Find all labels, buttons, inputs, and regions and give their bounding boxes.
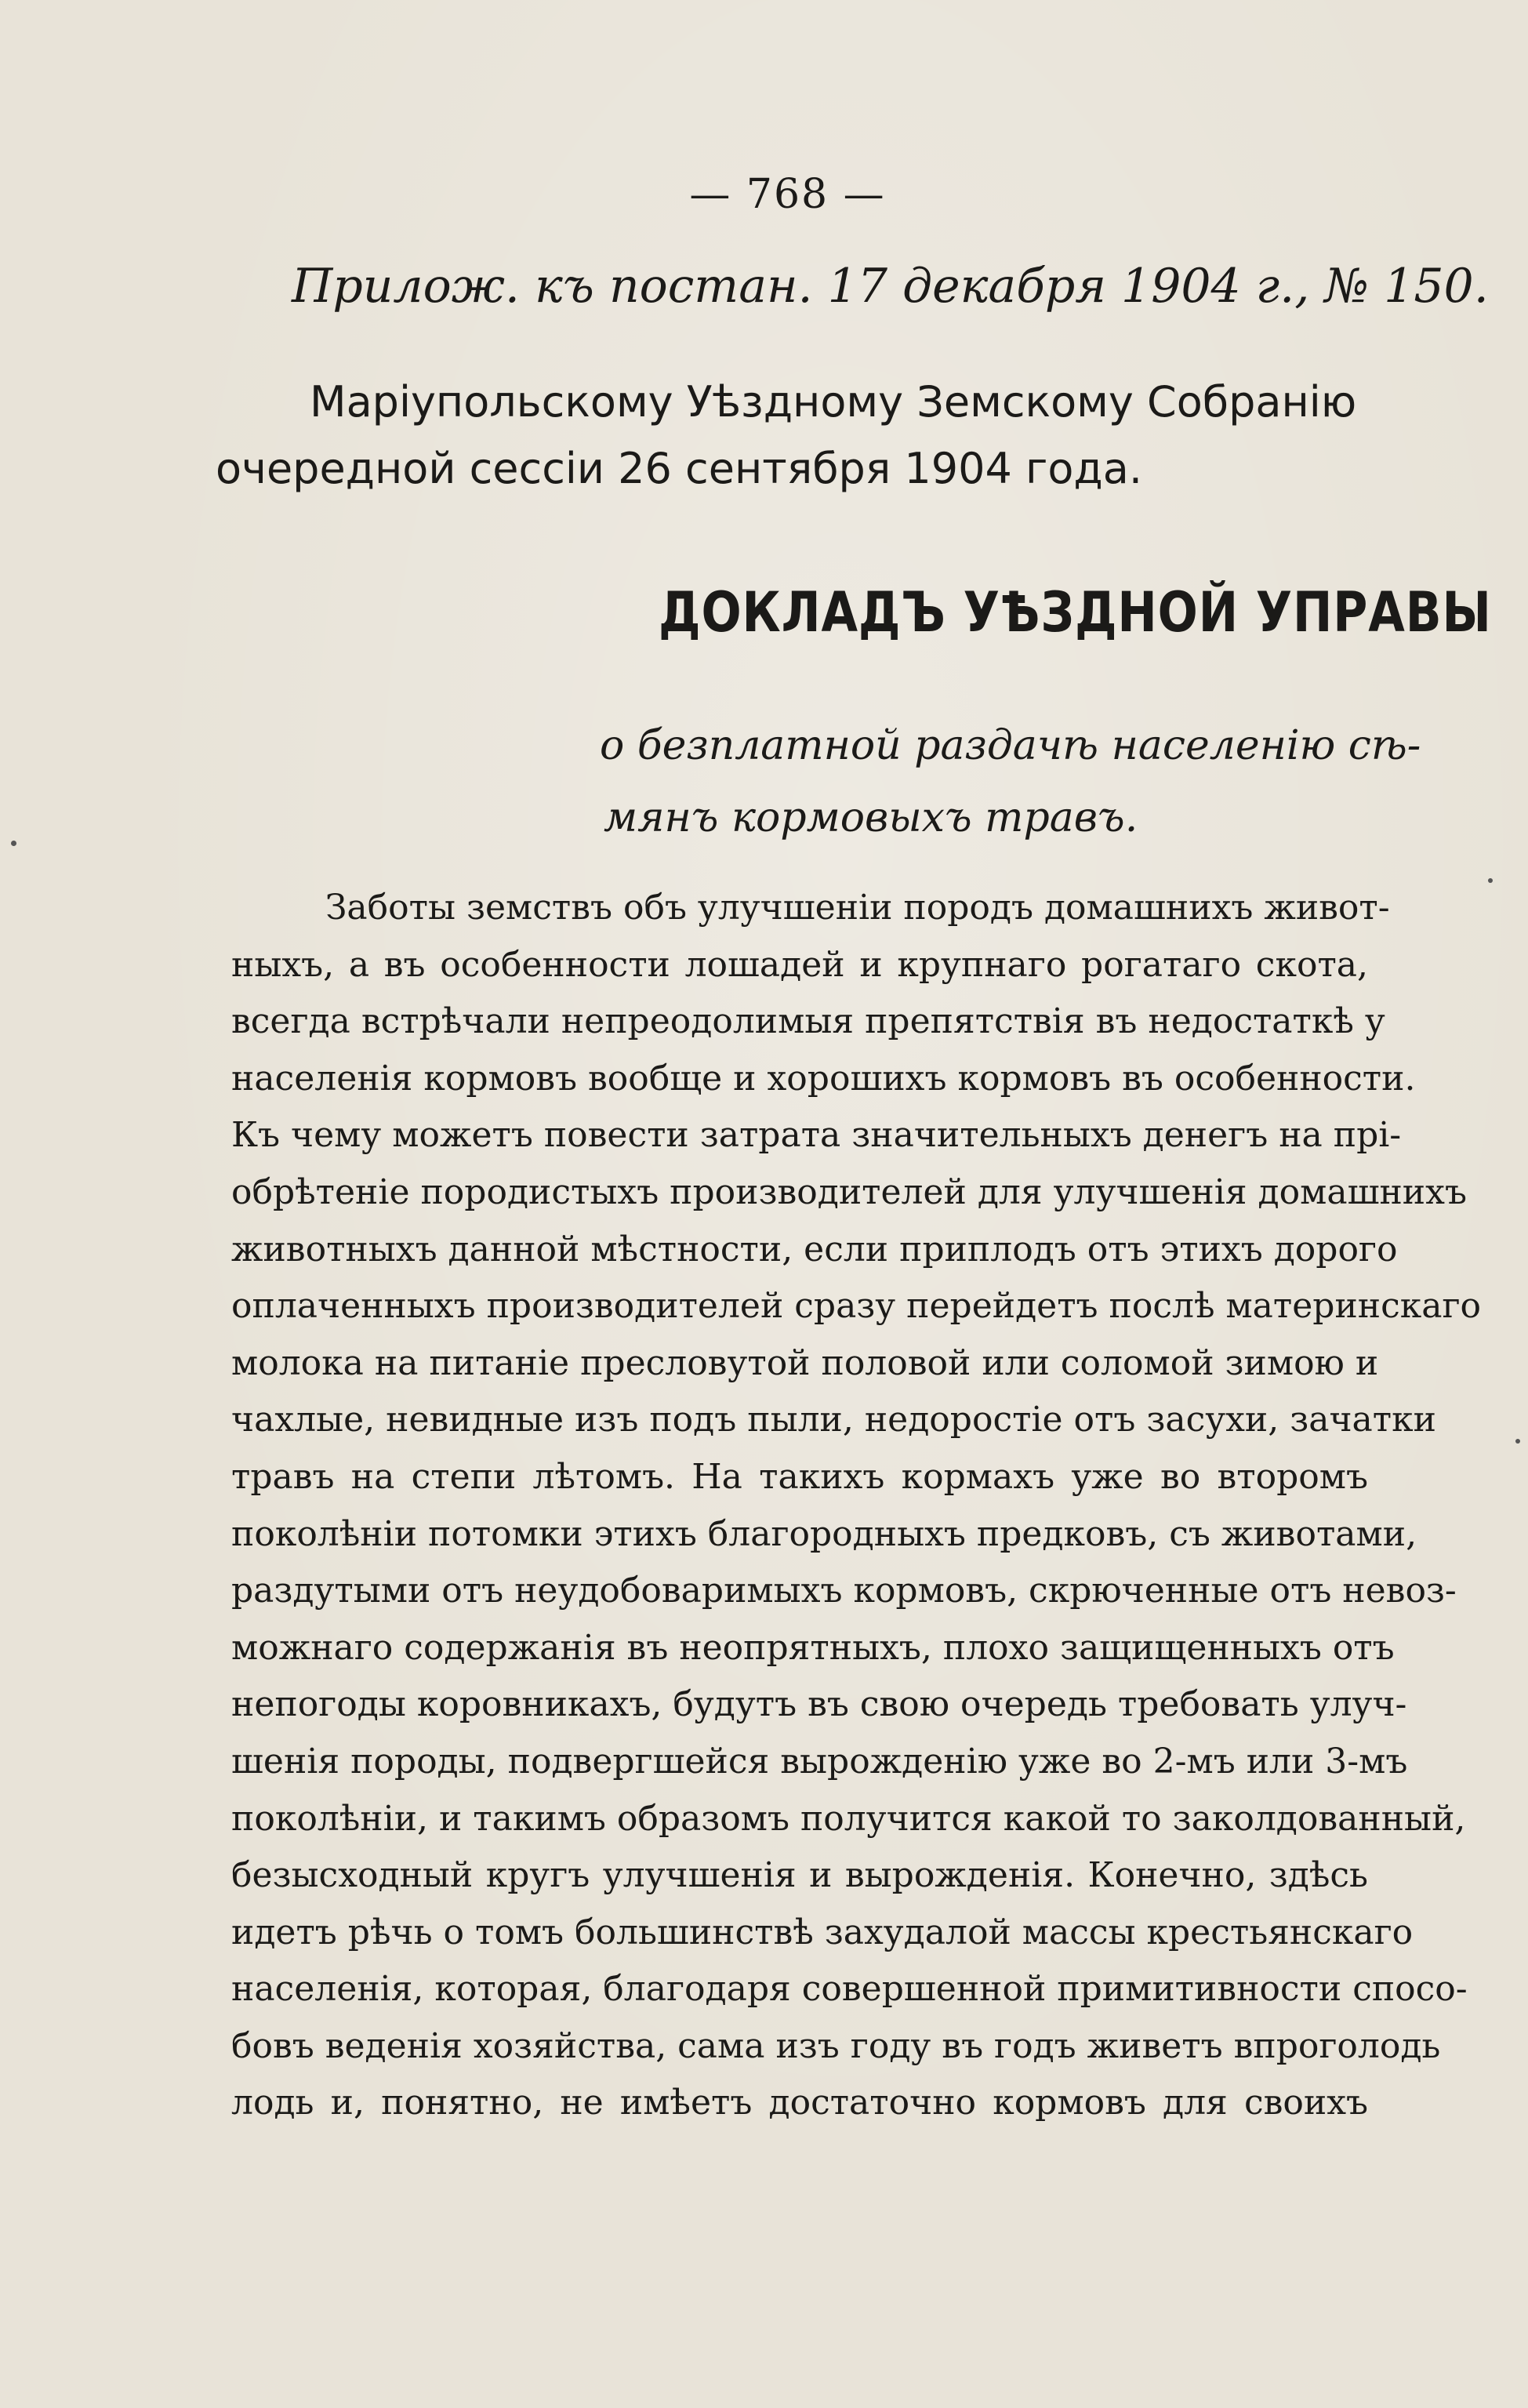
body-line: животныхъ данной мѣстности, если приплодъ отъ этихъ дорого [231,1229,1398,1269]
annex-note: Прилож. къ постан. 17 декабря 1904 г., № 150. [292,259,1489,314]
body-line: населенія, которая, благодаря совершенной примитивности спосо- [231,1969,1468,2010]
paper-speck [1515,1439,1520,1444]
body-line: шенія породы, подвергшейся вырожденію уже во 2-мъ или 3-мъ [231,1741,1408,1781]
body-line: раздутыми отъ неудобоваримыхъ кормовъ, скрюченные отъ невоз- [231,1571,1457,1611]
report-heading: ДОКЛАДЪ УѢЗДНОЙ УПРАВЫ [659,580,1492,645]
body-line: лодь и, понятно, не имѣетъ достаточно кормовъ для своихъ [231,2083,1368,2123]
body-line: бовъ веденія хозяйства, сама изъ году въ годъ живетъ впроголодь [231,2025,1441,2066]
address-line-2: очередной сессіи 26 сентября 1904 года. [216,444,1143,493]
body-line: населенія кормовъ вообще и хорошихъ кормовъ въ особенности. [231,1058,1416,1099]
body-line: всегда встрѣчали непреодолимыя препятствія въ недостаткѣ у [231,1001,1385,1042]
body-line: чахлые, невидные изъ подъ пыли, недоростіе отъ засухи, зачатки [231,1400,1436,1440]
body-line: Заботы земствъ объ улучшеніи породъ домашнихъ живот- [325,888,1390,928]
paper-speck [11,841,16,846]
subtitle-line-2: мянъ кормовыхъ травъ. [604,794,1138,841]
body-paragraph [231,880,1482,2132]
report-subtitle [600,710,1421,854]
body-line: оплаченныхъ производителей сразу перейдетъ послѣ материнскаго [231,1286,1482,1327]
body-line: травъ на степи лѣтомъ. На такихъ кормахъ уже во второмъ [231,1456,1368,1497]
body-line: Къ чему можетъ повести затрата значительныхъ денегъ на прі- [231,1115,1402,1156]
body-line: безысходный кругъ улучшенія и вырожденія. Конечно, здѣсь [231,1855,1368,1896]
address-block [216,369,1368,502]
body-line: непогоды коровникахъ, будутъ въ свою очередь требовать улуч- [231,1684,1407,1725]
body-line: поколѣніи, и такимъ образомъ получится какой то заколдованный, [231,1798,1466,1839]
address-line-1: Маріупольскому Уѣздному Земскому Собранію [310,377,1357,427]
body-line: идетъ рѣчь о томъ большинствѣ захудалой массы крестьянскаго [231,1912,1414,1952]
page-number: — 768 — [689,171,886,218]
paper-speck [1488,878,1493,883]
body-line: обрѣтеніе породистыхъ производителей для улучшенія домашнихъ [231,1171,1467,1212]
body-line: молока на питаніе пресловутой половой или соломой зимою и [231,1342,1379,1383]
body-line: ныхъ, а въ особенности лошадей и крупнаго рогатаго скота, [231,944,1368,985]
body-line: поколѣніи потомки этихъ благородныхъ предковъ, съ животами, [231,1513,1417,1554]
body-line: можнаго содержанія въ неопрятныхъ, плохо защищенныхъ отъ [231,1627,1395,1668]
subtitle-line-1: о безплатной раздачѣ населенію сѣ- [600,722,1421,769]
